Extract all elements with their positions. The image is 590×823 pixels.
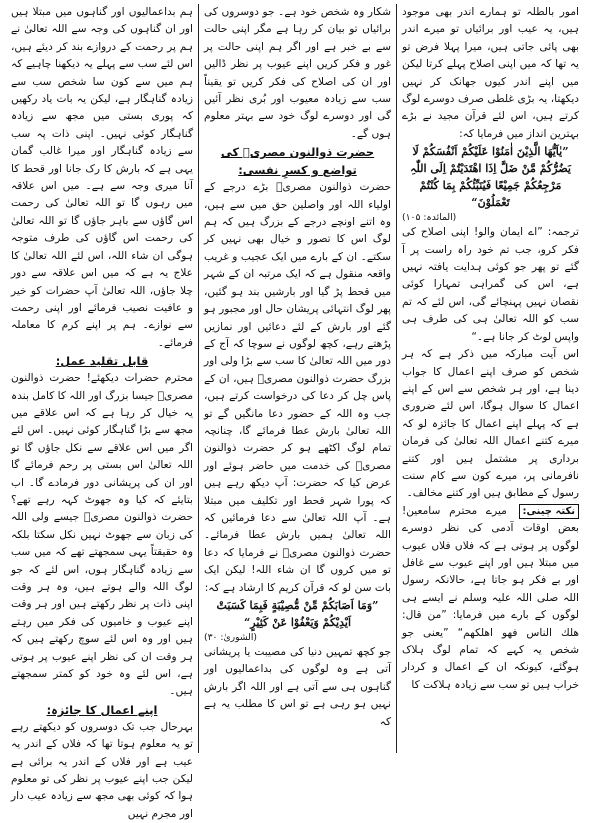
paragraph: حضرت ذوالنون مصریؒ بڑے درجے کے اولیاء اللہ اور واصلین حق میں سے ہیں، وہ اتنے اونچے درجے کے بزرگ ہیں کہ ہم لوگ اس کا تصور و خیال بھی نہیں کر سکتے۔ ان کے بارے میں ایک عجیب و غریب واقعہ منقول ہے کہ ایک مرتبہ ان کے شہر میں قحط پڑ گیا اور بارشیں بند ہو گئیں، پھر لوگ انتہائی پریشان حال اور مجبور ہو گئے اور بارش کے لئے دعائیں اور نمازیں پڑھتے رہے، کچھ لوگوں نے سوچا کہ آج کے دور میں اللہ تعالیٰ کا سب سے بڑا ولی اور بزرگ حضرت ذوالنون مصریؒ ہیں، ان کے پاس چل کر دعا کی درخواست کرتے ہیں، جب وہ اللہ کے حضور دعا مانگیں گے تو اللہ تعالیٰ بارش عطا فرمائے گا، چنانچہ تمام لوگ اکٹھے ہو کر حضرت ذوالنون مصریؒ کی خدمت میں حاضر ہوئے اور عرض کیا کہ حضرت: آپ دیکھ رہے ہیں کہ پورا شہر قحط اور تکلیف میں مبتلا ہے۔ آپ اللہ تعالیٰ سے دعا فرمائیں کہ اللہ تعالیٰ ہمیں بارش عطا فرمائے۔ حضرت ذوالنون مصریؒ نے فرمایا کہ دعا تو میں کروں گا ان شاء اللہ! لیکن ایک بات سن لو کہ قرآن کریم کا ارشاد ہے کہ: [204,181,391,594]
paragraph: جو کچھ تمہیں دنیا کی مصیبت یا پریشانی آتی ہے وہ لوگوں کی بداعمالیوں اور گناہوں ہی سے آتی ہے اور اللہ اگر بارش نہیں ہو رہی ہے تو اس کا مطلب یہ ہے کہ [204,646,391,728]
quran-verse: ”وَمَا اَصَابَکُمْ مِّنْ مُّصِیْبَةٍ فَبِمَا کَسَبَتْ اَیْدِیْکُمْ وَیَعْفُوْا عَنْ کَثِیْرٍ“ [216,599,379,629]
paragraph: امور بالطلہ تو ہمارے اندر بھی موجود ہیں، یہ عیب اور برائیاں تو میرے اندر بھی پائی جاتی ہیں، میرا پہلا فرض تو یہ تھا کہ میں اپنی اصلاح پہلے کرتا لیکن میں اپنے اندر کیوں جھانک کر نہیں دیکھتا، یہ بڑی غلطی صرف دوسرے لوگ کرتے ہیں، اس لئے قرآن مجید نے بڑے بہترین انداز میں فرمایا کہ: [402,6,579,140]
paragraph-text: میرے محترم سامعین! بعض اوقات آدمی کی نظر دوسرے لوگوں پر ہوتی ہے کہ فلاں فلاں عیوب میں مبتلا ہیں اور اپنے عیوب سے غافل اور بے فکر ہو جاتا ہے، حالانکہ رسول اللہ صلی اللہ علیہ وسلم نے ایسے ہی لوگوں کے بارے میں فرمایا: ”من قال: هلك الناس فهو اهلكهم“ ”یعنی جو شخص یہ کہے کہ تمام لوگ ہلاک ہوگئے، کیونکہ ان کے اعمال و کردار خراب ہیں تو سب سے زیادہ ہلاکت کا [402,504,579,691]
column-middle [198,4,396,753]
paragraph-with-heading [402,503,579,694]
verse-reference: (المائدہ: ۱۰۵) [402,212,457,224]
verse-reference: (الشوریٰ: ۳۰) [204,632,257,643]
paragraph: ہم بداعمالیوں اور گناہوں میں مبتلا ہیں اور ان گناہوں کی وجہ سے اللہ تعالیٰ نے ہم پر رحمت کے دروازے بند کر دیئے ہیں، اس لئے سب سے پہلے یہ دیکھنا چاہیے کہ ہم میں سے کون سا شخص سب سے زیادہ گناہگار ہے، لیکن یہ بات یاد رکھیں کہ پوری بستی میں مجھ سے زیادہ گناہگار کوئی نہیں۔ اپنی ذات پہ سب سے زیادہ گناہگار اور میرا غالب گمان یہی ہے کہ بارش کا رک جانا اور قحط کا آنا میری وجہ سے ہے۔ میں اس علاقہ میں رہوں گا تو اللہ تعالیٰ کی رحمت اس گاؤں سے باہر جاؤں گا تو اللہ تعالیٰ کی رحمت اس گاؤں کی طرف متوجہ ہوگی ان شاء اللہ، اس لئے اللہ تعالیٰ کا علاج یہ ہے کہ میں اس علاقہ سے دور چلا جاؤں، اللہ تعالیٰ آپ حضرات کو خیر و عافیت نصیب فرمائے اور اپنی رحمت سے نوازے۔ ہم پر اپنے کرم کا معاملہ فرمائے۔ [11,6,193,349]
quran-verse: ”یٰاَیُّهَا الَّذِیْنَ اٰمَنُوْا عَلَیْکُمْ اَنْفُسَکُمْ لَا یَضُرُّکُمْ مَّنْ ضَلَّ اِذَا اهْتَدَیْتُمْ اِلَی اللّٰہِ مَرْجِعُکُمْ جَمِیْعًا فَیُنَبِّئُکُمْ بِمَا کُنْتُمْ تَعْمَلُوْنَ“ [410,145,571,210]
section-heading: نکتہ چینی: [519,504,579,519]
paragraph: محترم حضرات دیکھئے! حضرت ذوالنون مصریؒ جیسا بزرگ اور اللہ کا کامل بندہ یہ خیال کر رہا ہے کہ اس علاقے میں مجھ سے بڑا گناہگار کوئی نہیں۔ اس لئے اگر میں اس علاقے سے نکل جاؤں گا تو اللہ تعالیٰ اس بستی پر رحم فرمائے گا اور ان کی پریشانی دور فرمادے گا۔ اب بتایئے کہ کیا وہ جھوٹ کہہ رہے تھے؟ حضرت ذوالنون مصریؒ جیسے ولی اللہ کی زبان سے جھوٹ نہیں نکل سکتا بلکہ وہ حقیقتاً یہی سمجھتے تھے کہ میں سب سے زیادہ گناہگار ہوں، اس لئے کہ جو لوگ اللہ والے ہوتے ہیں، وہ ہر وقت اپنی ذات پر نظر رکھتے ہیں اور ہر وقت اپنے عیوب و خامیوں کی فکر میں رہتے ہیں اور وہ اس لئے سوچ رکھتے ہیں کہ ہر وقت ان کی نظر اپنے عیوب پر ہوتی ہے، اس لئے وہ خود کو کمتر سمجھتے ہیں۔ [11,372,193,698]
paragraph: شکار وہ شخص خود ہے۔ جو دوسروں کی برائیاں تو بیان کر رہا ہے مگر اپنی حالت سے بے خبر ہے اور اگر ہم اپنی حالت پر غور و فکر کریں اپنے عیوب پر نظر ڈالیں اور ان کی اصلاح کی فکر کریں تو یقیناً سب سے زیادہ معیوب اور بُری نظر آئیں گی اور دوسرے لوگ خود سے بہتر معلوم ہوں گے۔ [204,6,391,140]
section-heading: حضرت ذوالنون مصریؒ کی تواضع و کسرِ نفسی: [220,145,375,178]
section-heading: اپنے اعمال کا جائزہ: [46,702,158,717]
paragraph: اس آیت مبارکہ میں ذکر ہے کہ ہر شخص کو صرف اپنے اعمال کا جواب دینا ہے، اور ہر شخص سے اس کے اپنے اعمال کا سوال ہوگا، اس لئے ضروری ہے کہ پہلے اپنے اعمال کا جائزہ لو کہ میرے کتنے اعمال اللہ تعالیٰ کی فرمان برداری پر مشتمل ہیں اور کتنے نافرمانی پر، میرے کون سے کام سنت رسول کے مطابق ہیں اور کتنے مخالف۔ [402,348,579,500]
paragraph: بہرحال جب تک دوسروں کو دیکھتے رہے تو یہ معلوم ہوتا تھا کہ فلاں کے اندر یہ عیب ہے اور فلاں کے اندر یہ برائی ہے لیکن جب اپنے عیوب پر نظر کی تو معلوم ہوا کہ کوئی بھی مجھ سے زیادہ عیب دار اور مجرم نہیں [11,720,193,820]
column-left [6,4,198,820]
section-heading: قابل تقلید عمل: [55,354,149,369]
paragraph: ترجمہ: ”اے ایمان والو! اپنی اصلاح کی فکر کرو، جب تم خود راہ راست پر آ گئے تو پھر جو کوئی ہدایت یافتہ نہیں ہے، اس کی گمراہی تمہارا کوئی نقصان نہیں پہنچائے گی، اس لئے کہ تم سب کو اللہ تعالیٰ ہی کی طرف ہی واپس لوٹ کر جانا ہے۔“ [402,226,579,343]
column-right [396,4,584,753]
